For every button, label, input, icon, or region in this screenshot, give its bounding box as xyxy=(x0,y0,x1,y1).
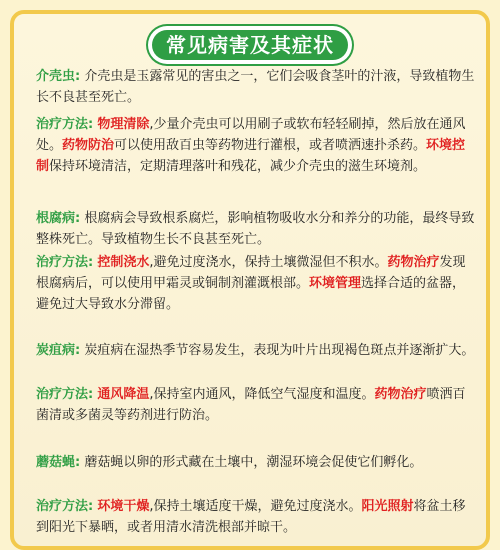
method-text: 可以使用敌百虫等药物进行灌根，或者喷洒速扑杀药。 xyxy=(114,138,427,153)
method-keyword: 通风降温 xyxy=(97,387,150,402)
method-text: ,避免过度浇水，保持土壤微湿但不积水。 xyxy=(149,255,388,270)
method-label: 治疗方法: xyxy=(36,255,94,270)
section-desc-text: 蘑菇蝇以卵的形式藏在土壤中，潮湿环境会促使它们孵化。 xyxy=(84,455,423,470)
section-name: 根腐病 xyxy=(36,211,76,226)
method-text: ,保持土壤适度干燥，避免过度浇水。 xyxy=(149,499,362,514)
method-keyword: 环境控制 xyxy=(36,138,466,174)
section-method xyxy=(36,384,476,426)
section-desc-text: 炭疽病在湿热季节容易发生，表现为叶片出现褐色斑点并逐渐扩大。 xyxy=(84,343,475,358)
section-name: 炭疽病 xyxy=(36,343,76,358)
method-label: 治疗方法: xyxy=(36,117,94,132)
method-label: 治疗方法: xyxy=(36,387,94,402)
method-text: ,保持室内通风，降低空气湿度和温度。 xyxy=(149,387,375,402)
section-method xyxy=(36,114,476,177)
section-desc-text: 根腐病会导致根系腐烂，影响植物吸收水分和养分的功能，最终导致整株死亡。导致植物生长不良甚至死亡。 xyxy=(36,211,475,247)
section-method xyxy=(36,252,476,315)
section-desc: 炭疽病: 炭疽病在湿热季节容易发生，表现为叶片出现褐色斑点并逐渐扩大。 xyxy=(36,343,475,358)
section-desc-text: 介壳虫是玉露常见的害虫之一，它们会吸食茎叶的汁液，导致植物生长不良甚至死亡。 xyxy=(36,69,475,105)
method-keyword: 药物治疗 xyxy=(374,387,427,402)
section-desc: 蘑菇蝇: 蘑菇蝇以卵的形式藏在土壤中，潮湿环境会促使它们孵化。 xyxy=(36,455,423,470)
method-text: 保持环境清洁，定期清理落叶和残花，减少介壳虫的滋生环境剂。 xyxy=(49,159,427,174)
title-banner xyxy=(0,30,500,60)
section-desc: 根腐病: 根腐病会导致根系腐烂，影响植物吸收水分和养分的功能，最终导致整株死亡。导致植物生长不良甚至死亡。 xyxy=(36,211,475,247)
method-text: 发现根腐病后，可以使用甲霜灵或铜制剂灌溉根部。 xyxy=(36,255,466,291)
section-method xyxy=(36,496,476,538)
method-text: 选择合适的盆器，避免过大导致水分滞留。 xyxy=(36,276,466,312)
section-desc: 介壳虫: 介壳虫是玉露常见的害虫之一，它们会吸食茎叶的汁液，导致植物生长不良甚至死亡。 xyxy=(36,69,475,105)
method-keyword: 阳光照射 xyxy=(361,499,414,514)
method-keyword: 控制浇水 xyxy=(97,255,150,270)
method-text: 喷洒百菌清或多菌灵等药剂进行防治。 xyxy=(36,387,466,423)
method-keyword: 环境管理 xyxy=(309,276,362,291)
method-text: ,少量介壳虫可以用刷子或软布轻轻刷掉，然后放在通风处。 xyxy=(36,117,466,153)
method-keyword: 环境干燥 xyxy=(97,499,150,514)
section-name: 蘑菇蝇 xyxy=(36,455,76,470)
method-keyword: 药物治疗 xyxy=(387,255,440,270)
method-keyword: 物理清除 xyxy=(97,117,150,132)
method-keyword: 药物防治 xyxy=(62,138,115,153)
page-title: 常见病害及其症状 xyxy=(152,30,348,60)
method-text: 将盆土移到阳光下暴晒，或者用清水清洗根部并晾干。 xyxy=(36,499,466,535)
method-label: 治疗方法: xyxy=(36,499,94,514)
section-name: 介壳虫 xyxy=(36,69,76,84)
